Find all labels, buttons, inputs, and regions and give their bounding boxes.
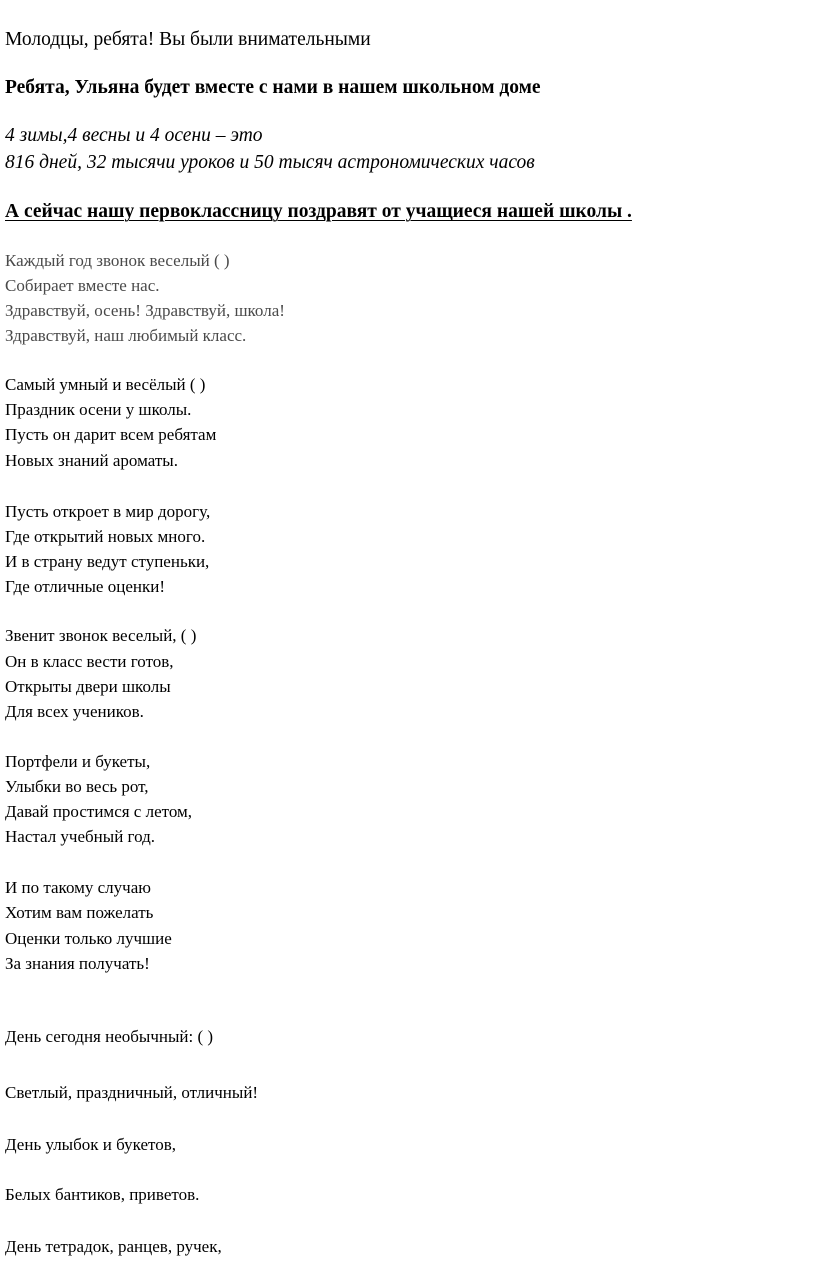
stanza-6-line-2: Хотим вам пожелать: [5, 903, 154, 922]
stanza-2-line-4: Новых знаний ароматы.: [5, 451, 178, 470]
stanza-2-line-1: Самый умный и весёлый ( ): [5, 375, 206, 394]
stanza-4-line-2: Он в класс вести готов,: [5, 652, 174, 671]
stanza-4-line-1: Звенит звонок веселый, ( ): [5, 626, 197, 645]
stanza-3-line-2: Где открытий новых много.: [5, 527, 206, 546]
stanza-2-line-2: Праздник осени у школы.: [5, 400, 192, 419]
stats-line-2: 816 дней, 32 тысячи уроков и 50 тысяч астрономических часов: [5, 152, 535, 173]
stanza-1-line-2: Собирает вместе нас.: [5, 276, 160, 295]
intro-line: Молодцы, ребята! Вы были внимательными: [5, 29, 371, 50]
stats-line-1: 4 зимы,4 весны и 4 осени – это: [5, 125, 263, 146]
heading-ulyana: Ребята, Ульяна будет вместе с нами в нашем школьном доме: [5, 77, 541, 98]
stanza-3-line-1: Пусть откроет в мир дорогу,: [5, 502, 211, 521]
stanza-3-line-3: И в страну ведут ступеньки,: [5, 552, 210, 571]
tail-line-2: Светлый, праздничный, отличный!: [5, 1083, 259, 1102]
stanza-4-line-3: Открыты двери школы: [5, 677, 171, 696]
stanza-6-line-3: Оценки только лучшие: [5, 929, 172, 948]
stanza-3-line-4: Где отличные оценки!: [5, 577, 165, 596]
stanza-5-line-1: Портфели и букеты,: [5, 752, 151, 771]
stanza-5-line-2: Улыбки во весь рот,: [5, 777, 149, 796]
tail-line-5: День тетрадок, ранцев, ручек,: [5, 1237, 222, 1256]
stanza-1-line-4: Здравствуй, наш любимый класс.: [5, 326, 247, 345]
heading-congratulations: А сейчас нашу первоклассницу поздравят от учащиеся нашей школы .: [5, 201, 632, 222]
stanza-1-line-1: Каждый год звонок веселый ( ): [5, 251, 230, 270]
tail-line-4: Белых бантиков, приветов.: [5, 1185, 200, 1204]
stanza-5-line-4: Настал учебный год.: [5, 827, 156, 846]
stanza-1-line-3: Здравствуй, осень! Здравствуй, школа!: [5, 301, 285, 320]
stanza-6-line-4: За знания получать!: [5, 954, 150, 973]
stanza-6-line-1: И по такому случаю: [5, 878, 151, 897]
stanza-4-line-4: Для всех учеников.: [5, 702, 144, 721]
stanza-2-line-3: Пусть он дарит всем ребятам: [5, 425, 217, 444]
stanza-5-line-3: Давай простимся с летом,: [5, 802, 193, 821]
tail-line-3: День улыбок и букетов,: [5, 1135, 176, 1154]
tail-line-1: День сегодня необычный: ( ): [5, 1027, 214, 1046]
